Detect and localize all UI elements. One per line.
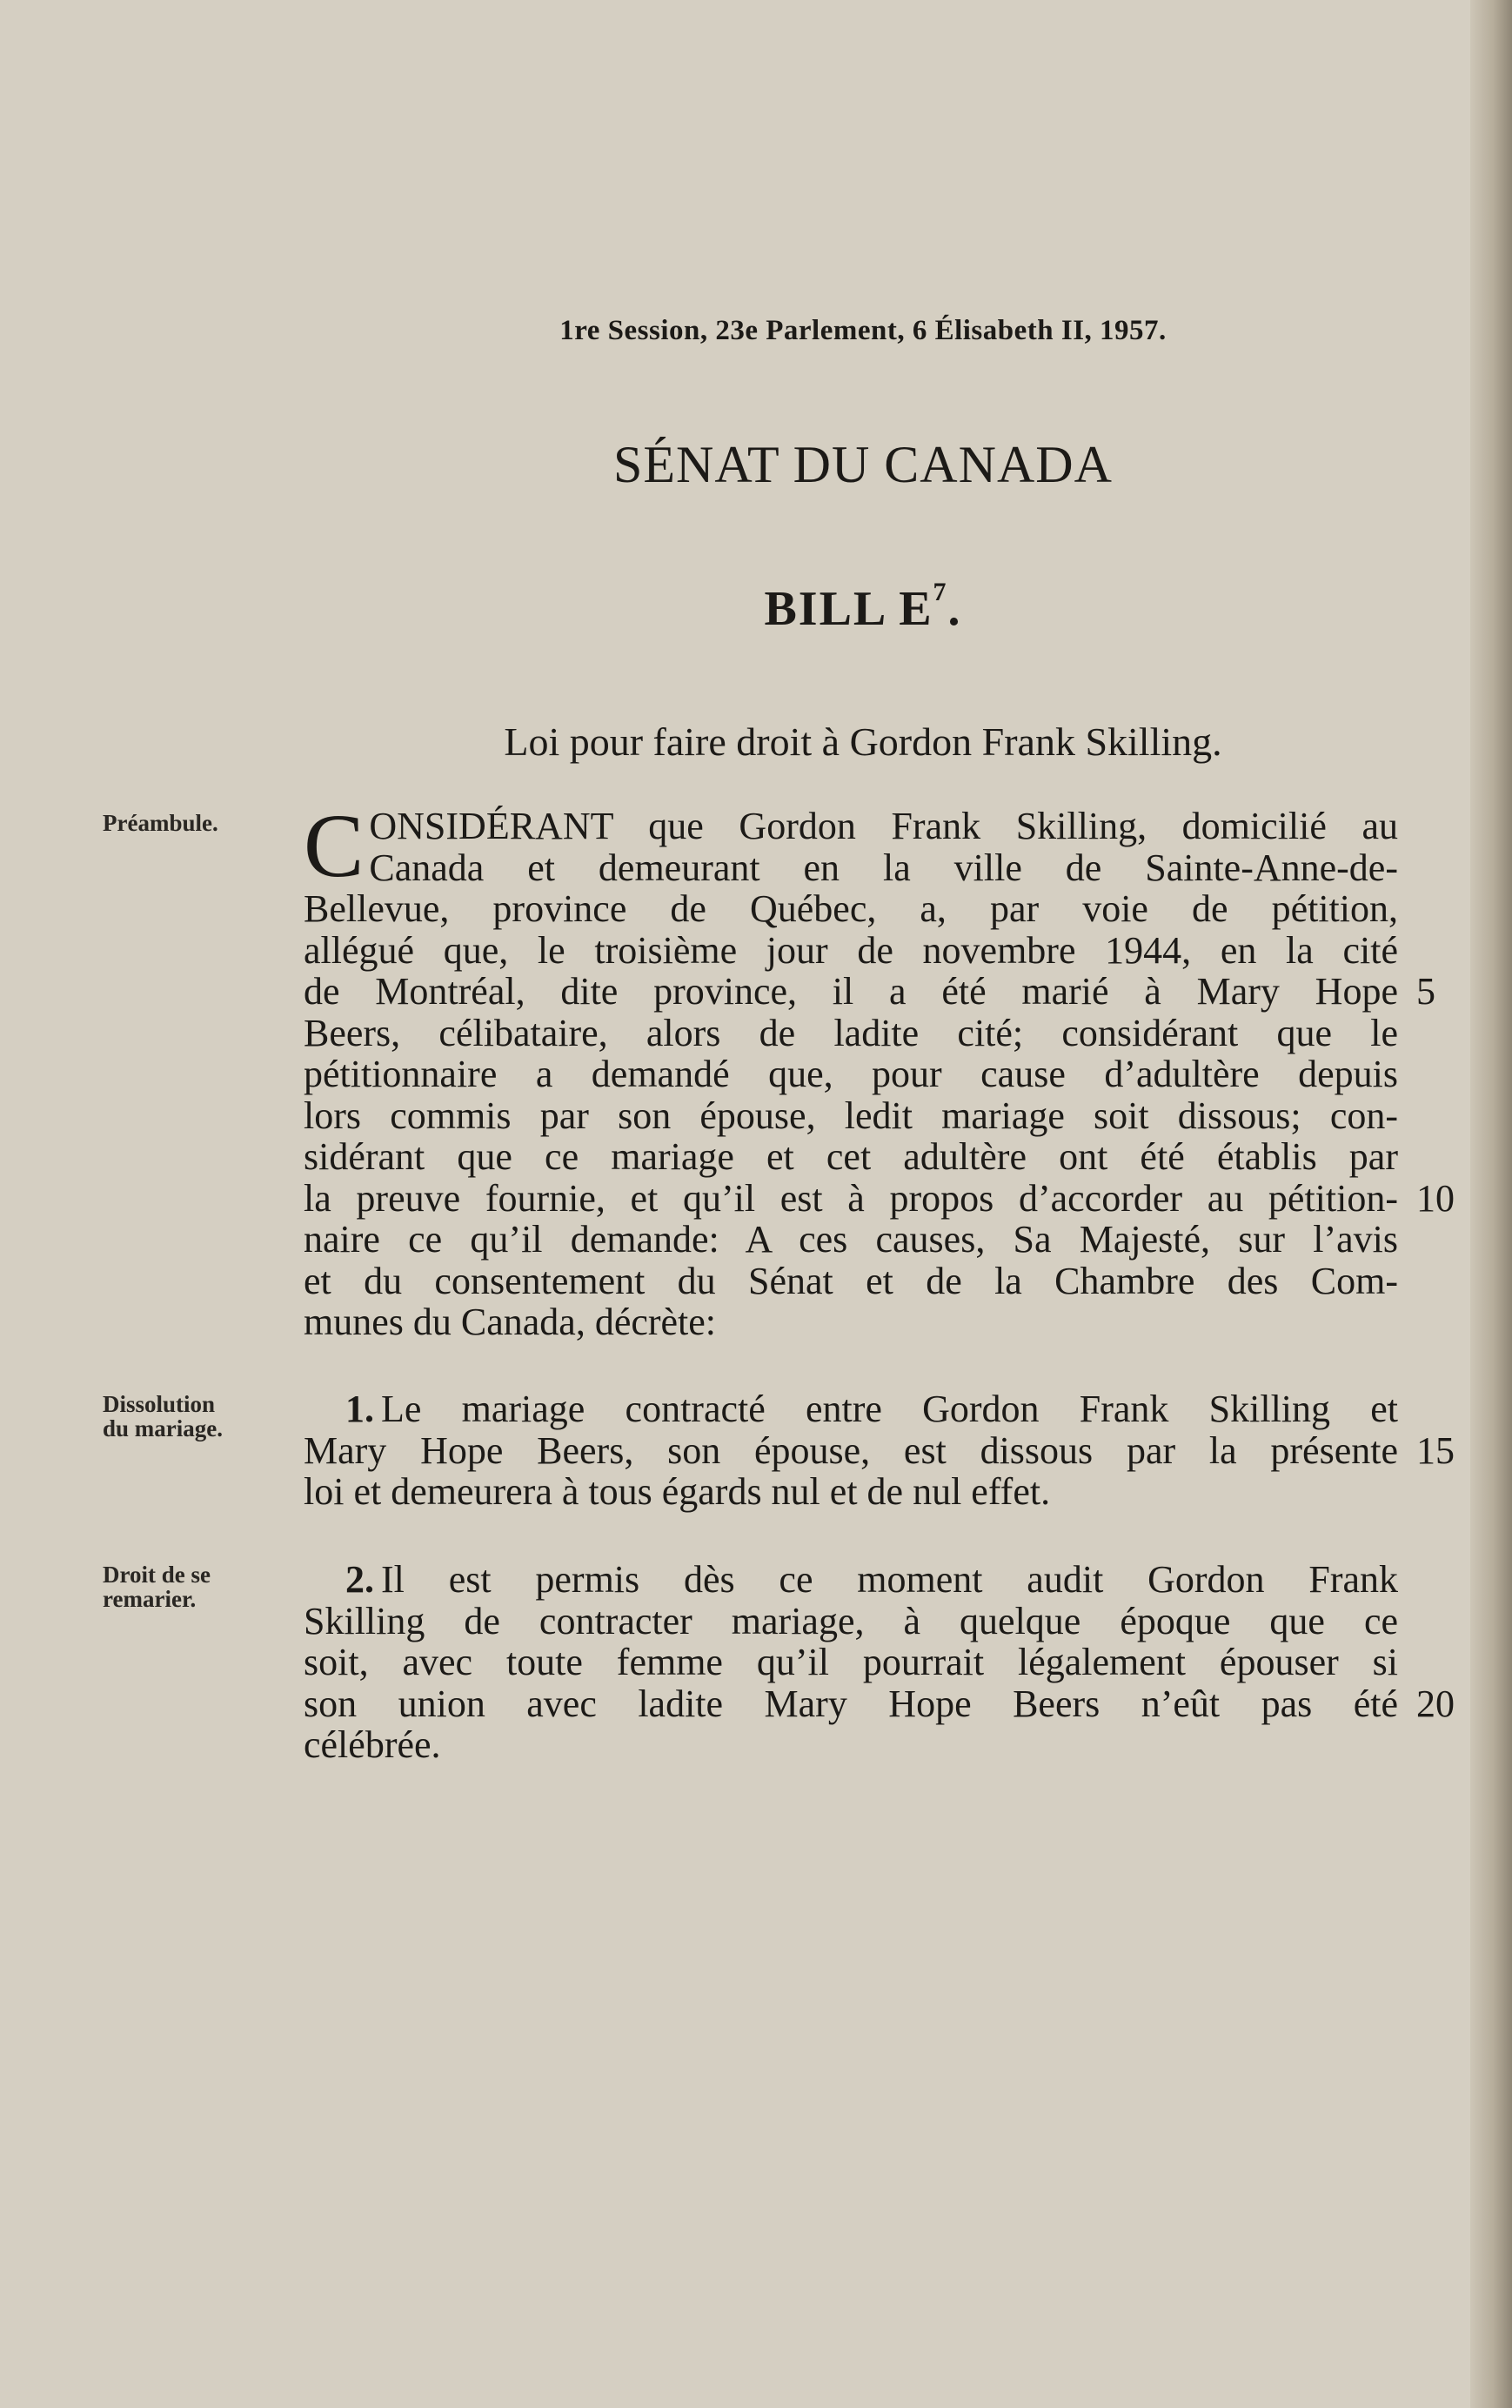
section-2-number: 2. <box>345 1558 374 1601</box>
preamble-paragraph <box>304 796 1398 1343</box>
preamble-line: munes du Canada, décrète: <box>304 1301 717 1343</box>
section-2-line: Skilling de contracter mariage, à quelque époque que ce <box>304 1599 1398 1642</box>
preamble-line: Bellevue, province de Québec, a, par voie de pétition, <box>304 887 1398 930</box>
preamble-line: Canada et demeurant en la ville de Sainte-Anne-de- <box>369 846 1398 889</box>
preamble-line: ONSIDÉRANT que Gordon Frank Skilling, domicilié au <box>369 805 1398 847</box>
margin-note-remarry <box>103 1562 277 1611</box>
preamble-line: lors commis par son épouse, ledit mariage soit dissous; con- <box>304 1094 1398 1137</box>
margin-note-remarry-line2: remarier. <box>103 1586 197 1612</box>
line-number: 5 <box>1416 970 1435 1013</box>
bill-number <box>371 578 1355 637</box>
section-2-line: son union avec ladite Mary Hope Beers n’eût pas été <box>304 1682 1398 1725</box>
margin-note-dissolution-line1: Dissolution <box>103 1391 216 1417</box>
page-edge <box>1470 0 1512 2408</box>
section-1-number: 1. <box>345 1388 374 1430</box>
session-header: 1re Session, 23e Parlement, 6 Élisabeth II, 1957. <box>559 315 1167 346</box>
preamble-line: la preuve fournie, et qu’il est à propos d’accorder au pétition- <box>304 1176 1398 1220</box>
bill-label: BILL E <box>764 582 933 636</box>
section-1-text: Le mariage contracté entre Gordon Frank Skilling et <box>381 1388 1398 1430</box>
preamble-line: pétitionnaire a demandé que, pour cause d’adultère depuis <box>304 1053 1398 1095</box>
section-2-line <box>304 1559 1398 1601</box>
margin-note-dissolution <box>103 1392 277 1441</box>
section-1-line: loi et demeurera à tous égards nul et de nul effet. <box>304 1470 1051 1513</box>
section-1-line <box>304 1388 1398 1430</box>
preamble-line: de Montréal, dite province, il a été marié à Mary Hope <box>304 970 1398 1013</box>
line-number: 15 <box>1416 1429 1455 1472</box>
section-1 <box>304 1388 1398 1513</box>
section-2-line: célébrée. <box>304 1723 441 1766</box>
preamble-line: et du consentement du Sénat et de la Chambre des Com- <box>304 1259 1398 1302</box>
line-number: 10 <box>1416 1177 1455 1220</box>
preamble-line: Beers, célibataire, alors de ladite cité; considérant que le <box>304 1011 1398 1054</box>
preamble-line: allégué que, le troisième jour de novembre 1944, en la cité <box>304 928 1398 972</box>
margin-note-remarry-line1: Droit de se <box>103 1562 211 1588</box>
preamble-line: sidérant que ce mariage et cet adultère ont été établis par <box>304 1135 1398 1178</box>
bill-period: . <box>947 582 962 636</box>
senate-heading: SÉNAT DU CANADA <box>613 436 1113 493</box>
bill-title: Loi pour faire droit à Gordon Frank Skilling. <box>504 719 1222 764</box>
section-1-line: Mary Hope Beers, son épouse, est dissous par la présente <box>304 1428 1398 1472</box>
section-2-line: soit, avec toute femme qu’il pourrait légalement épouser si <box>304 1641 1398 1683</box>
line-number: 20 <box>1416 1682 1455 1725</box>
section-2-text: Il est permis dès ce moment audit Gordon Frank <box>381 1558 1398 1601</box>
margin-note-dissolution-line2: du mariage. <box>103 1415 223 1441</box>
bill-superscript: 7 <box>933 578 948 606</box>
margin-note-preamble: Préambule. <box>103 810 218 836</box>
preamble-dropcap: C <box>304 796 365 896</box>
preamble-line: naire ce qu’il demande: A ces causes, Sa Majesté, sur l’avis <box>304 1218 1398 1261</box>
section-2 <box>304 1559 1398 1766</box>
